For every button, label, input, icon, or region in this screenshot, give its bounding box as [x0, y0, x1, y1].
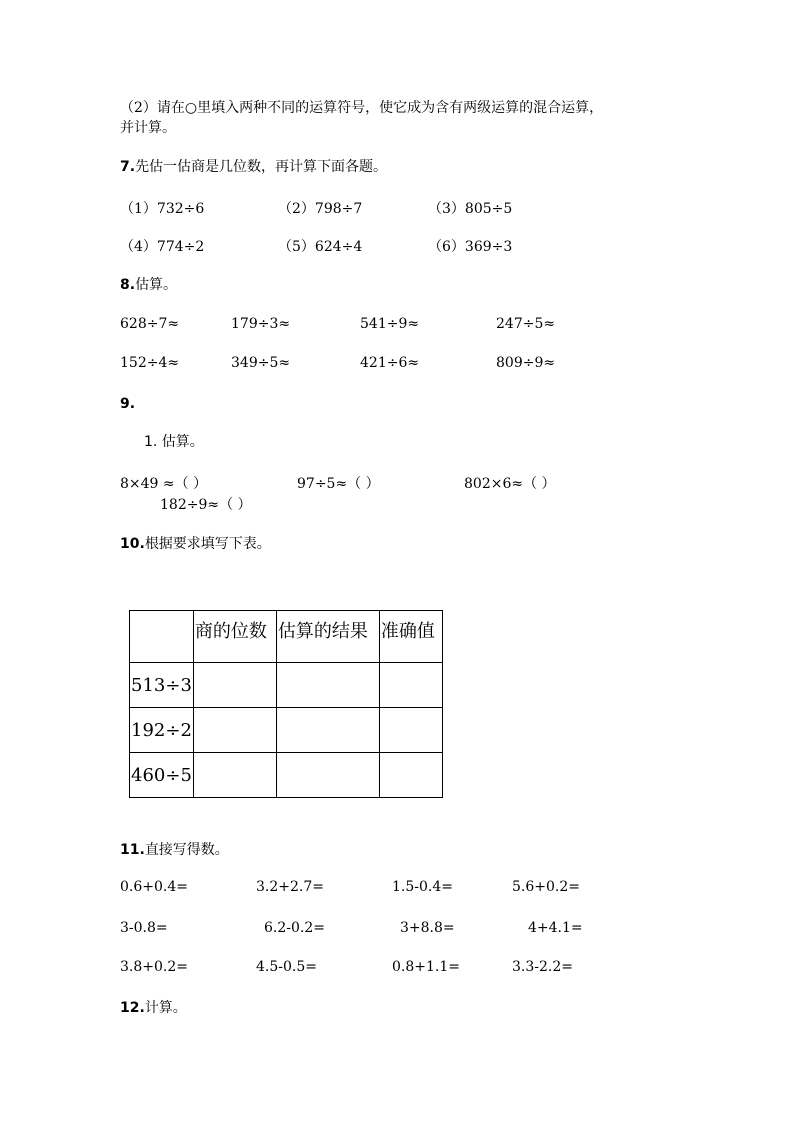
table-row: [130, 663, 443, 708]
q7-item: （1）732÷6: [120, 201, 205, 217]
answer-cell[interactable]: [379, 708, 442, 753]
q8-item: 421÷6≈: [360, 355, 420, 371]
q12-text: 计算。: [144, 1000, 187, 1016]
q7-item: （6）369÷3: [428, 239, 513, 255]
q11-number: 11.: [120, 842, 145, 858]
q8-number: 8.: [120, 277, 136, 293]
q8-heading: [120, 276, 177, 294]
q10-number: 10.: [120, 536, 145, 552]
q11-item: 3+8.8=: [400, 920, 455, 936]
answer-cell[interactable]: [193, 708, 276, 753]
q11-item: 3.8+0.2=: [120, 959, 188, 975]
answer-cell[interactable]: [276, 708, 379, 753]
table-row-label: 192÷2: [130, 708, 194, 753]
q11-item: 4.5-0.5=: [256, 959, 317, 975]
intro-line-2: 并计算。: [120, 120, 176, 136]
q11-item: 0.8+1.1=: [392, 959, 460, 975]
q8-item: 541÷9≈: [360, 316, 420, 332]
table-header-cell: [130, 611, 194, 663]
q7-item: （3）805÷5: [428, 201, 513, 217]
table-header-row: [130, 611, 443, 663]
q9-sub: 1. 估算。: [144, 434, 204, 450]
q11-heading: [120, 841, 229, 859]
q11-item: 5.6+0.2=: [512, 879, 580, 895]
table-header-cell: 商的位数: [193, 611, 276, 663]
table-row: [130, 753, 443, 798]
q10-heading: [120, 535, 271, 553]
q8-item: 809÷9≈: [496, 355, 556, 371]
answer-cell[interactable]: [379, 663, 442, 708]
intro-line-1: （2）请在○里填入两种不同的运算符号，使它成为含有两级运算的混合运算，: [120, 100, 604, 116]
q9-item: 802×6≈（ ）: [464, 476, 556, 492]
estimate-table: [129, 610, 443, 798]
q11-text: 直接写得数。: [144, 842, 229, 858]
q8-text: 估算。: [135, 277, 178, 293]
q12-number: 12.: [120, 1000, 145, 1016]
q7-text: 先估一估商是几位数，再计算下面各题。: [135, 159, 388, 175]
answer-cell[interactable]: [379, 753, 442, 798]
table-row: [130, 708, 443, 753]
q10-text: 根据要求填写下表。: [144, 536, 271, 552]
q9-item: 97÷5≈（ ）: [297, 476, 380, 492]
q11-item: 3.3-2.2=: [512, 959, 573, 975]
answer-cell[interactable]: [276, 753, 379, 798]
q8-item: 152÷4≈: [120, 355, 180, 371]
q11-item: 3.2+2.7=: [256, 879, 324, 895]
q11-item: 0.6+0.4=: [120, 879, 188, 895]
q11-item: 6.2-0.2=: [264, 920, 325, 936]
answer-cell[interactable]: [193, 663, 276, 708]
answer-cell[interactable]: [193, 753, 276, 798]
q12-heading: [120, 999, 187, 1017]
q8-item: 628÷7≈: [120, 316, 180, 332]
q8-item: 247÷5≈: [496, 316, 556, 332]
q11-item: 3-0.8=: [120, 920, 168, 936]
q9-item: 182÷9≈（ ）: [160, 497, 252, 513]
table-header-cell: 估算的结果: [276, 611, 379, 663]
answer-cell[interactable]: [276, 663, 379, 708]
q7-item: （2）798÷7: [278, 201, 363, 217]
table-row-label: 460÷5: [130, 753, 194, 798]
q8-item: 179÷3≈: [231, 316, 291, 332]
q9-heading: [120, 395, 135, 413]
q7-item: （5）624÷4: [278, 239, 363, 255]
table-row-label: 513÷3: [130, 663, 194, 708]
q7-heading: [120, 158, 387, 176]
q9-item: 8×49 ≈（ ）: [120, 476, 208, 492]
q8-item: 349÷5≈: [231, 355, 291, 371]
q9-number: 9.: [120, 396, 136, 412]
q7-number: 7.: [120, 159, 136, 175]
q11-item: 1.5-0.4=: [392, 879, 453, 895]
q7-item: （4）774÷2: [120, 239, 205, 255]
table-header-cell: 准确值: [379, 611, 442, 663]
q11-item: 4+4.1=: [528, 920, 583, 936]
